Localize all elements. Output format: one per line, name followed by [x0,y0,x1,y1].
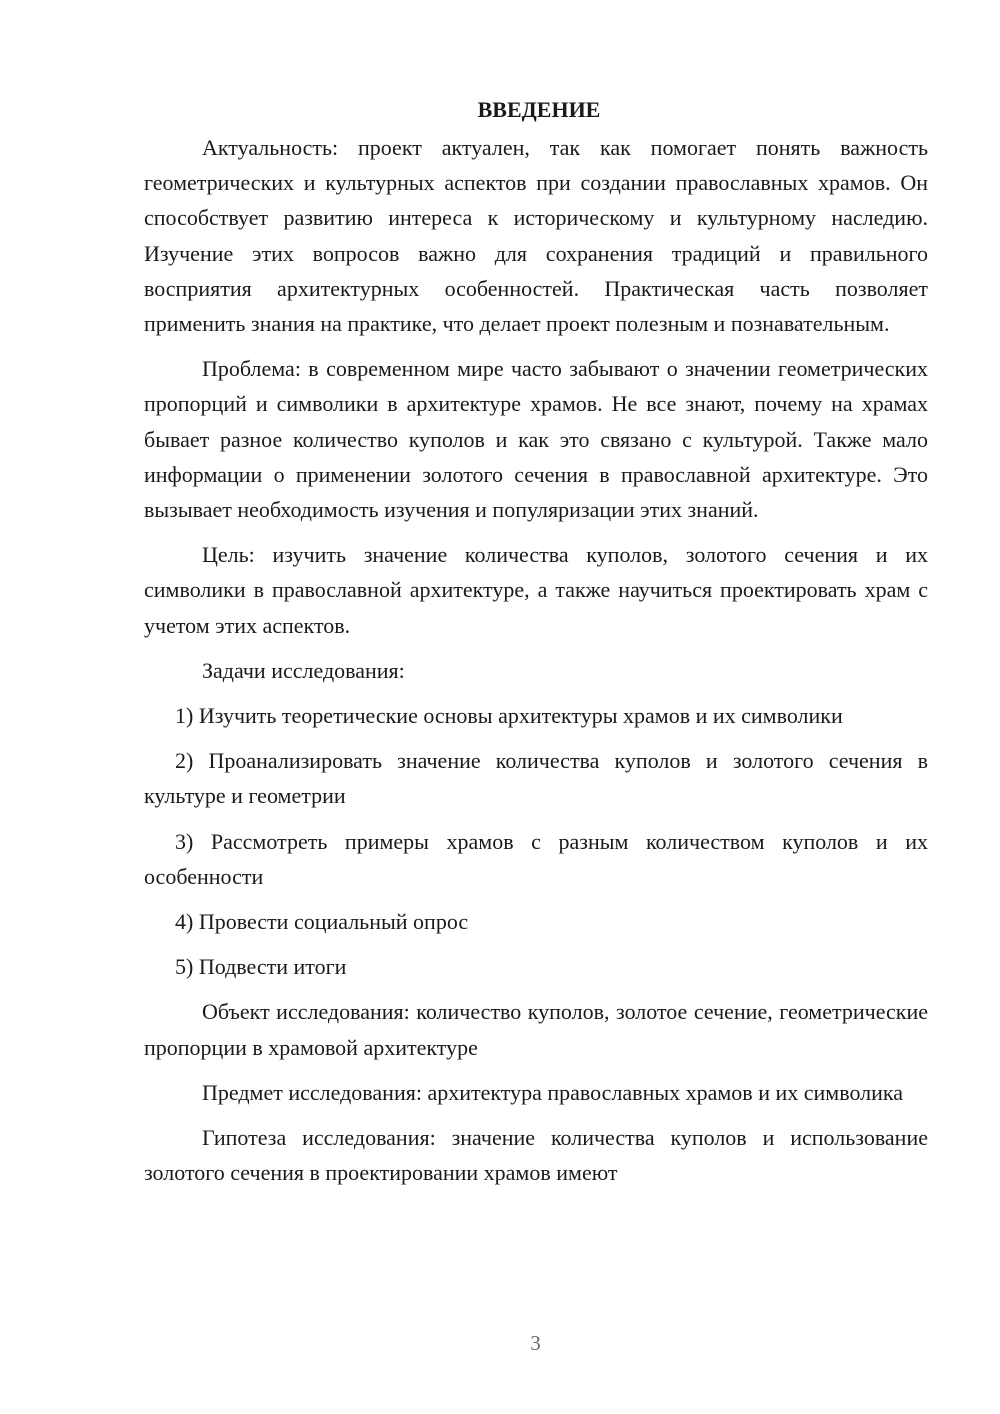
tasks-heading: Задачи исследования: [202,657,405,683]
paragraph-subject: Предмет исследования: архитектура православных храмов и их символика [202,1079,904,1105]
paragraph-object: Объект исследования: количество куполов, золотое сечение, геометрические пропорции в храмовой архитектуре [144,999,928,1060]
document-page [144,92,928,1200]
list-item: 4) Провести социальный опрос [175,909,469,935]
list-item: 1) Изучить теоретические основы архитектуры храмов и их символики [175,703,843,729]
paragraph-relevance: Актуальность: проект актуален, так как помогает понять важность геометрических и культурных аспектов при создании православных храмов. Он способствует развитию интереса к историческому и культурному наследию. Изучение этих вопросов важно для сохранения традиций и правильного восприятия архитектурных особенностей. Практическая часть позволяет применить знания на практике, что делает проект полезным и познавательным. [144,135,928,337]
paragraph-problem: Проблема: в современном мире часто забывают о значении геометрических пропорций и символики в архитектуре храмов. Не все знают, почему на храмах бывает разное количество куполов и как это связано с культурой. Также мало информации о применении золотого сечения в православной архитектуре. Это вызывает необходимость изучения и популяризации этих знаний. [144,356,928,523]
section-heading: ВВЕДЕНИЕ [477,97,601,122]
list-item: 3) Рассмотреть примеры храмов с разным количеством куполов и их особенности [144,828,928,889]
page-number: 3 [530,1331,541,1355]
paragraph-goal: Цель: изучить значение количества куполов, золотого сечения и их символики в православной архитектуре, а также научиться проектировать храм с учетом этих аспектов. [144,542,928,638]
paragraph-hypothesis: Гипотеза исследования: значение количества куполов и использование золотого сечения в проектировании храмов имеют [144,1125,928,1186]
list-item: 5) Подвести итоги [175,954,347,980]
list-item: 2) Проанализировать значение количества куполов и золотого сечения в культуре и геометрии [144,748,928,809]
tasks-list [144,698,928,984]
